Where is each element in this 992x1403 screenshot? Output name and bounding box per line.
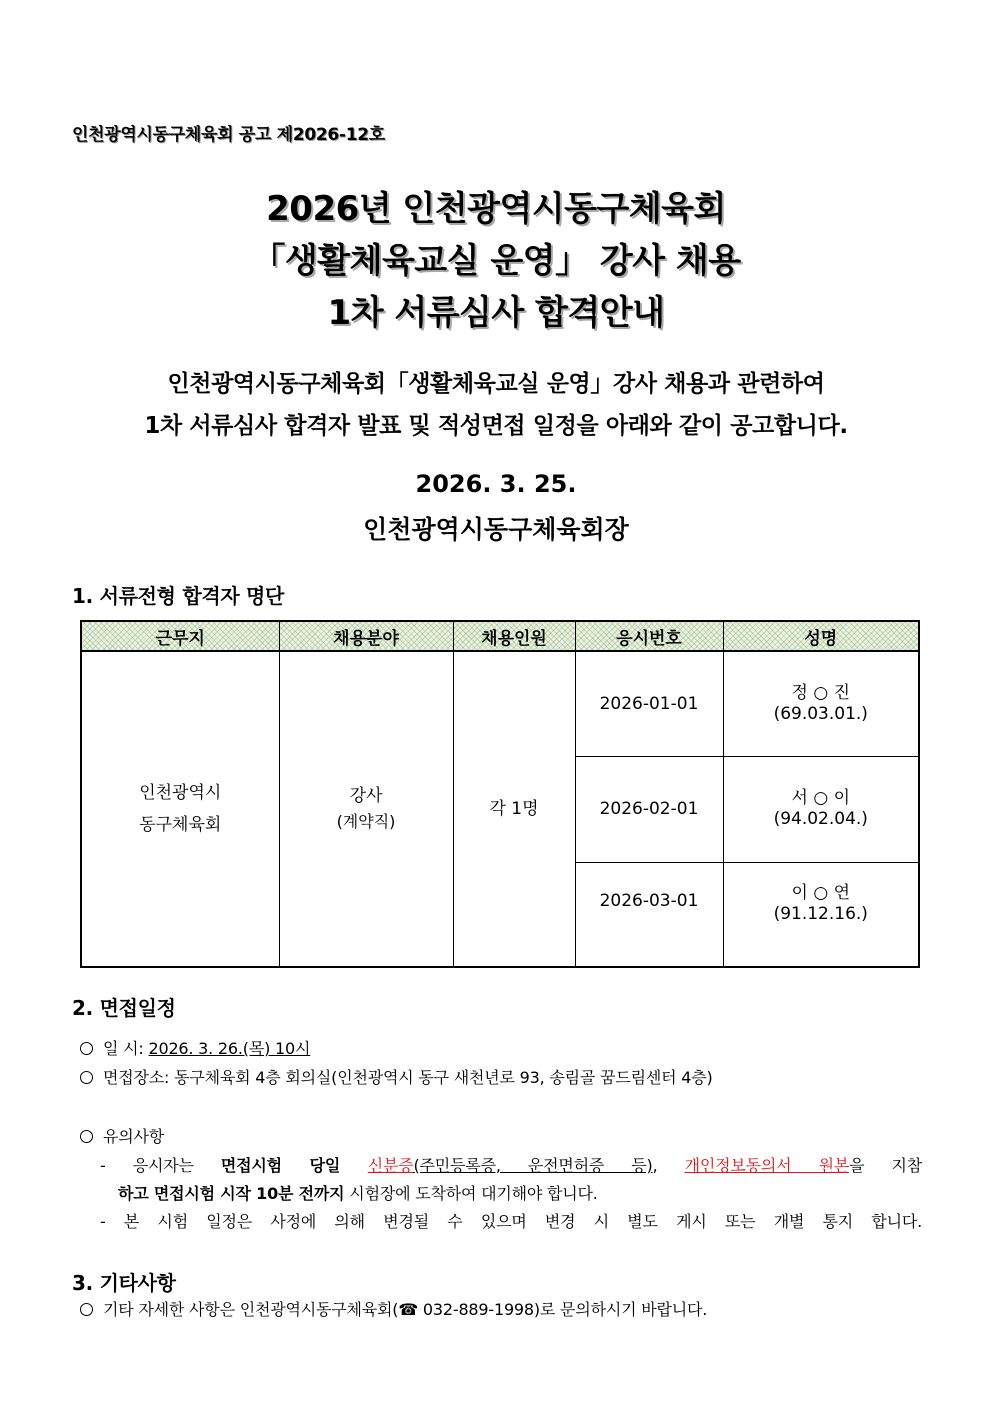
circle-bullet-icon <box>80 1042 93 1055</box>
consent-form-highlight: 개인정보동의서 원본 <box>684 1156 850 1175</box>
applicant-birth: (91.12.16.) <box>773 903 868 924</box>
exam-number-cell: 2026-03-01 <box>575 862 723 967</box>
note-bold-text: 면접시험 당일 <box>220 1156 368 1175</box>
title-line-2: 「생활체육교실 운영」 강사 채용 <box>251 241 741 281</box>
applicant-birth: (69.03.01.) <box>773 704 868 725</box>
title-line-3: 1차 서류심사 합격안내 <box>327 293 665 333</box>
table-row <box>81 651 919 757</box>
applicant-birth: (94.02.04.) <box>773 809 868 830</box>
interview-place <box>80 1065 713 1088</box>
headcount-cell: 각 1명 <box>453 651 575 967</box>
datetime-label: 일 시: <box>103 1039 149 1058</box>
intro-line-1: 인천광역시동구체육회「생활체육교실 운영」강사 채용과 관련하여 <box>167 371 825 397</box>
intro-paragraph <box>0 363 992 447</box>
circle-bullet-icon <box>80 1130 93 1143</box>
id-card-highlight: 신분증 <box>367 1156 414 1175</box>
table-header-row <box>81 621 919 651</box>
document-title <box>0 183 992 339</box>
id-card-examples: (주민등록증, 운전면허증 등) <box>413 1156 653 1175</box>
section-3-heading: 3. 기타사항 <box>72 1271 176 1295</box>
place-text: 면접장소: 동구체육회 4층 회의실(인천광역시 동구 새천년로 93, 송림골 꿈드림센터 4층) <box>103 1068 713 1087</box>
interview-datetime <box>80 1036 310 1059</box>
phone-icon: ☎ <box>398 1300 419 1319</box>
section-1-heading: 1. 서류전형 합격자 명단 <box>72 584 285 608</box>
notice-number: 인천광역시동구체육회 공고 제2026-12호 <box>72 125 385 145</box>
note-text: 시험장에 도착하여 대기해야 합니다. <box>344 1184 598 1203</box>
circle-bullet-icon <box>80 1303 93 1316</box>
notes-heading-text: 유의사항 <box>103 1127 165 1146</box>
contact-line <box>80 1297 707 1320</box>
note-text: 을 지참 <box>849 1156 923 1175</box>
section-2-heading: 2. 면접일정 <box>72 996 176 1020</box>
applicant-name: 정 ○ 진 <box>791 683 850 704</box>
column-header: 근무지 <box>81 621 279 651</box>
applicant-name: 이 ○ 연 <box>791 882 850 903</box>
name-cell <box>723 651 919 757</box>
workplace-cell <box>81 651 279 967</box>
contact-text-b: 032-889-1998)로 문의하시기 바랍니다. <box>418 1300 708 1319</box>
intro-line-2: 1차 서류심사 합격자 발표 및 적성면접 일정을 아래와 같이 공고합니다. <box>144 413 848 439</box>
column-header: 응시번호 <box>575 621 723 651</box>
column-header: 채용인원 <box>453 621 575 651</box>
note-text: - 응시자는 <box>100 1156 221 1175</box>
note-bold-text: 하고 면접시험 시작 10분 전까지 <box>118 1184 345 1203</box>
title-line-1: 2026년 인천광역시동구체육회 <box>266 189 726 229</box>
passers-table <box>80 620 920 968</box>
name-cell <box>723 757 919 863</box>
exam-number-cell: 2026-02-01 <box>575 757 723 863</box>
note-text: , <box>652 1156 685 1175</box>
name-cell <box>723 862 919 967</box>
workplace-line-1: 인천광역시 <box>139 783 222 803</box>
issuer: 인천광역시동구체육회장 <box>363 515 629 544</box>
field-line-1: 강사 <box>349 786 383 806</box>
datetime-value: 2026. 3. 26.(목) 10시 <box>148 1039 311 1058</box>
exam-number-cell: 2026-01-01 <box>575 651 723 757</box>
column-header: 채용분야 <box>279 621 453 651</box>
note-1-line-2 <box>118 1181 598 1204</box>
note-2: - 본 시험 일정은 사정에 의해 변경될 수 있으며 변경 시 별도 게시 또는 개별 통지 합니다. <box>100 1212 922 1231</box>
notes-heading <box>80 1124 164 1147</box>
circle-bullet-icon <box>80 1071 93 1084</box>
field-cell <box>279 651 453 967</box>
field-line-2: (계약직) <box>336 812 396 831</box>
column-header: 성명 <box>723 621 919 651</box>
note-1-line-1 <box>100 1153 922 1176</box>
announcement-date: 2026. 3. 25. <box>415 470 577 498</box>
applicant-name: 서 ○ 이 <box>791 788 850 809</box>
contact-text-a: 기타 자세한 사항은 인천광역시동구체육회( <box>103 1300 399 1319</box>
workplace-line-2: 동구체육회 <box>139 815 222 835</box>
